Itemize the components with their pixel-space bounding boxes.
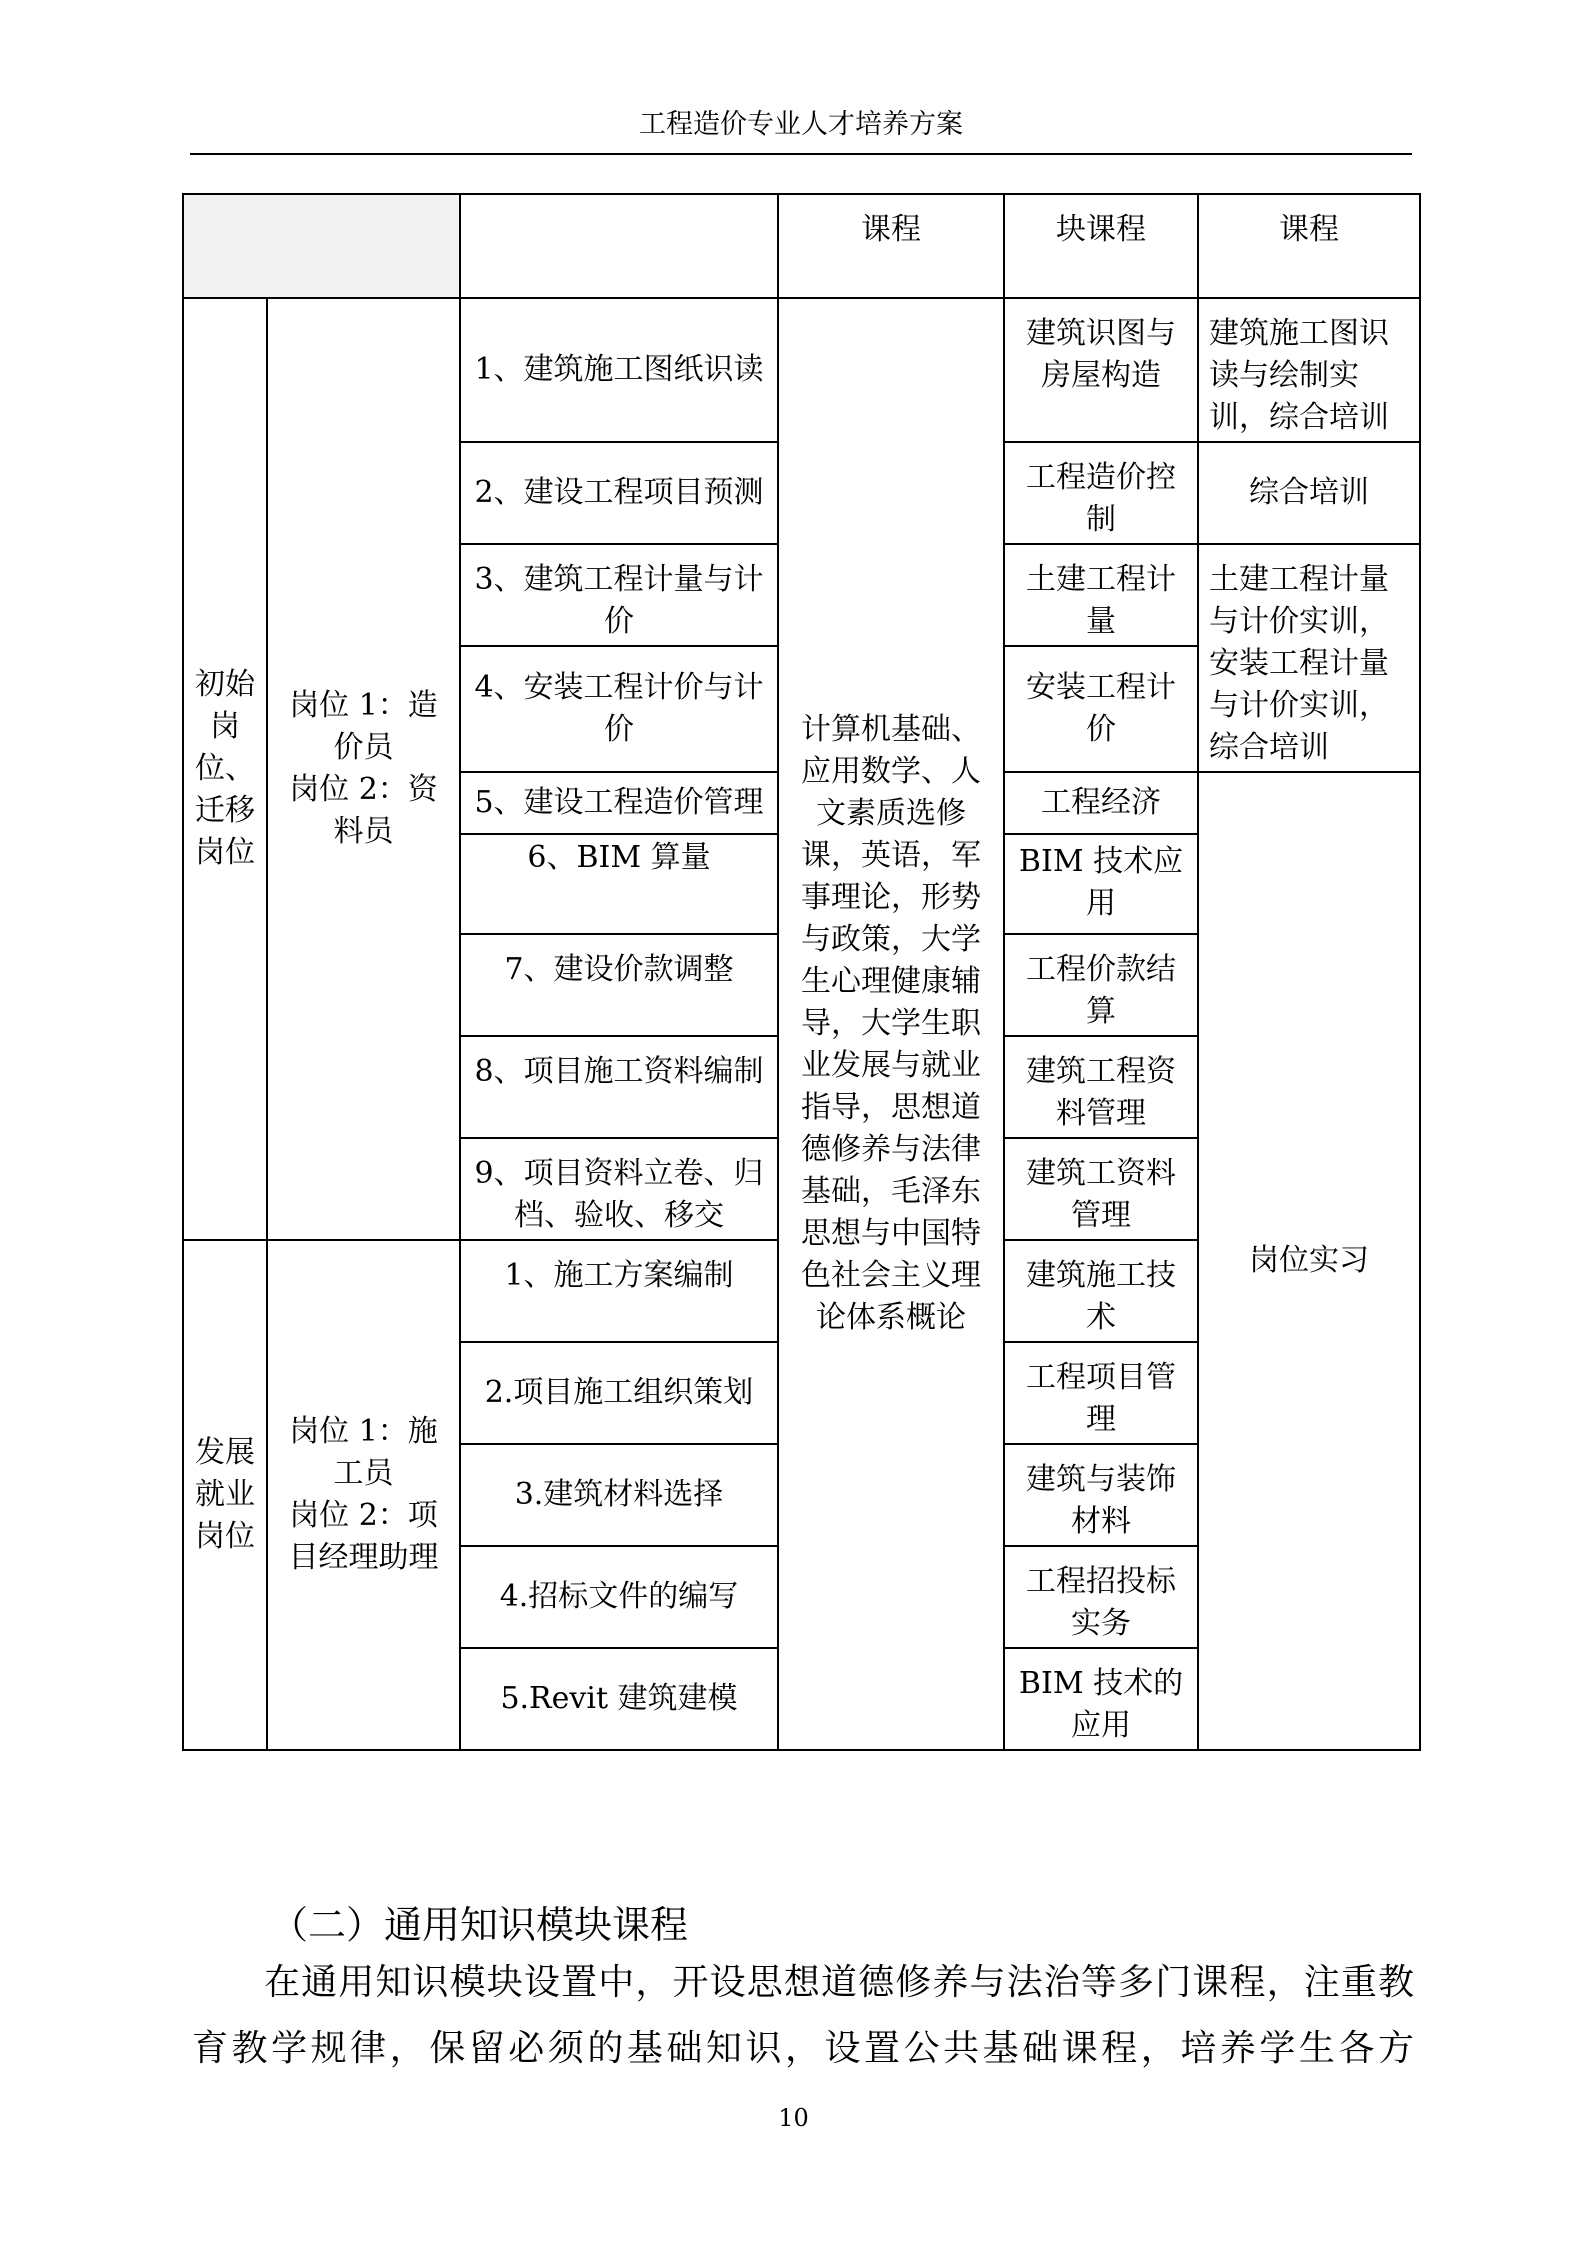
table-cell: 课程 xyxy=(778,194,1004,298)
course-cell: 建筑工资料管理 xyxy=(1004,1138,1198,1240)
section-paragraph: 在通用知识模块设置中，开设思想道德修养与法治等多门课程，注重教育教学规律，保留必须的基础知识，设置公共基础课程，培养学生各方 xyxy=(192,1962,1414,2069)
task-cell: 3.建筑材料选择 xyxy=(460,1444,778,1546)
position-cell: 岗位 1：施工员 岗位 2：项目经理助理 xyxy=(267,1240,460,1750)
internship-cell: 岗位实习 xyxy=(1198,772,1420,1750)
page-number: 10 xyxy=(778,2104,809,2132)
task-cell: 4、安装工程计价与计价 xyxy=(460,646,778,772)
course-cell: 工程招投标实务 xyxy=(1004,1546,1198,1648)
page-header: 工程造价专业人才培养方案 xyxy=(639,109,963,140)
header-blank-cell xyxy=(460,194,778,298)
stage-cell: 初始岗位、迁移岗位 xyxy=(183,298,267,1240)
stage-cell: 发展就业岗位 xyxy=(183,1240,267,1750)
curriculum-table xyxy=(182,193,1421,1751)
training-cell: 建筑施工图识读与绘制实训，综合培训 xyxy=(1198,298,1420,442)
task-cell: 9、项目资料立卷、归档、验收、移交 xyxy=(460,1138,778,1240)
table-header-row xyxy=(183,194,1420,298)
task-cell: 1、建筑施工图纸识读 xyxy=(460,298,778,442)
task-cell: 3、建筑工程计量与计价 xyxy=(460,544,778,646)
course-cell: 建筑识图与房屋构造 xyxy=(1004,298,1198,442)
training-cell: 土建工程计量与计价实训，安装工程计量与计价实训，综合培训 xyxy=(1198,544,1420,772)
course-cell: 建筑工程资料管理 xyxy=(1004,1036,1198,1138)
task-cell: 1、施工方案编制 xyxy=(460,1240,778,1342)
course-cell: 工程项目管理 xyxy=(1004,1342,1198,1444)
table-cell: 课程 xyxy=(1198,194,1420,298)
task-cell: 5.Revit 建筑建模 xyxy=(460,1648,778,1750)
course-cell: 建筑与装饰材料 xyxy=(1004,1444,1198,1546)
course-cell: 土建工程计量 xyxy=(1004,544,1198,646)
table-row xyxy=(183,298,1420,442)
training-cell: 综合培训 xyxy=(1198,442,1420,544)
task-cell: 4.招标文件的编写 xyxy=(460,1546,778,1648)
task-cell: 2、建设工程项目预测 xyxy=(460,442,778,544)
position-cell: 岗位 1：造价员 岗位 2：资料员 xyxy=(267,298,460,1240)
task-cell: 8、项目施工资料编制 xyxy=(460,1036,778,1138)
task-cell: 5、建设工程造价管理 xyxy=(460,772,778,834)
header-divider xyxy=(190,153,1412,155)
table-cell: 块课程 xyxy=(1004,194,1198,298)
course-cell: 工程经济 xyxy=(1004,772,1198,834)
task-cell: 2.项目施工组织策划 xyxy=(460,1342,778,1444)
course-cell: BIM 技术的应用 xyxy=(1004,1648,1198,1750)
section-heading: （二）通用知识模块课程 xyxy=(270,1903,689,1947)
general-courses-cell: 计算机基础、应用数学、人文素质选修课，英语，军事理论，形势与政策，大学生心理健康辅导，大学生职业发展与就业指导，思想道德修养与法律基础，毛泽东思想与中国特色社会主义理论体系概论 xyxy=(778,298,1004,1750)
task-cell: 6、BIM 算量 xyxy=(460,834,778,934)
task-cell: 7、建设价款调整 xyxy=(460,934,778,1036)
course-cell: 工程价款结算 xyxy=(1004,934,1198,1036)
course-cell: BIM 技术应用 xyxy=(1004,834,1198,934)
course-cell: 建筑施工技术 xyxy=(1004,1240,1198,1342)
course-cell: 安装工程计价 xyxy=(1004,646,1198,772)
header-blank-cell xyxy=(183,194,460,298)
course-cell: 工程造价控制 xyxy=(1004,442,1198,544)
